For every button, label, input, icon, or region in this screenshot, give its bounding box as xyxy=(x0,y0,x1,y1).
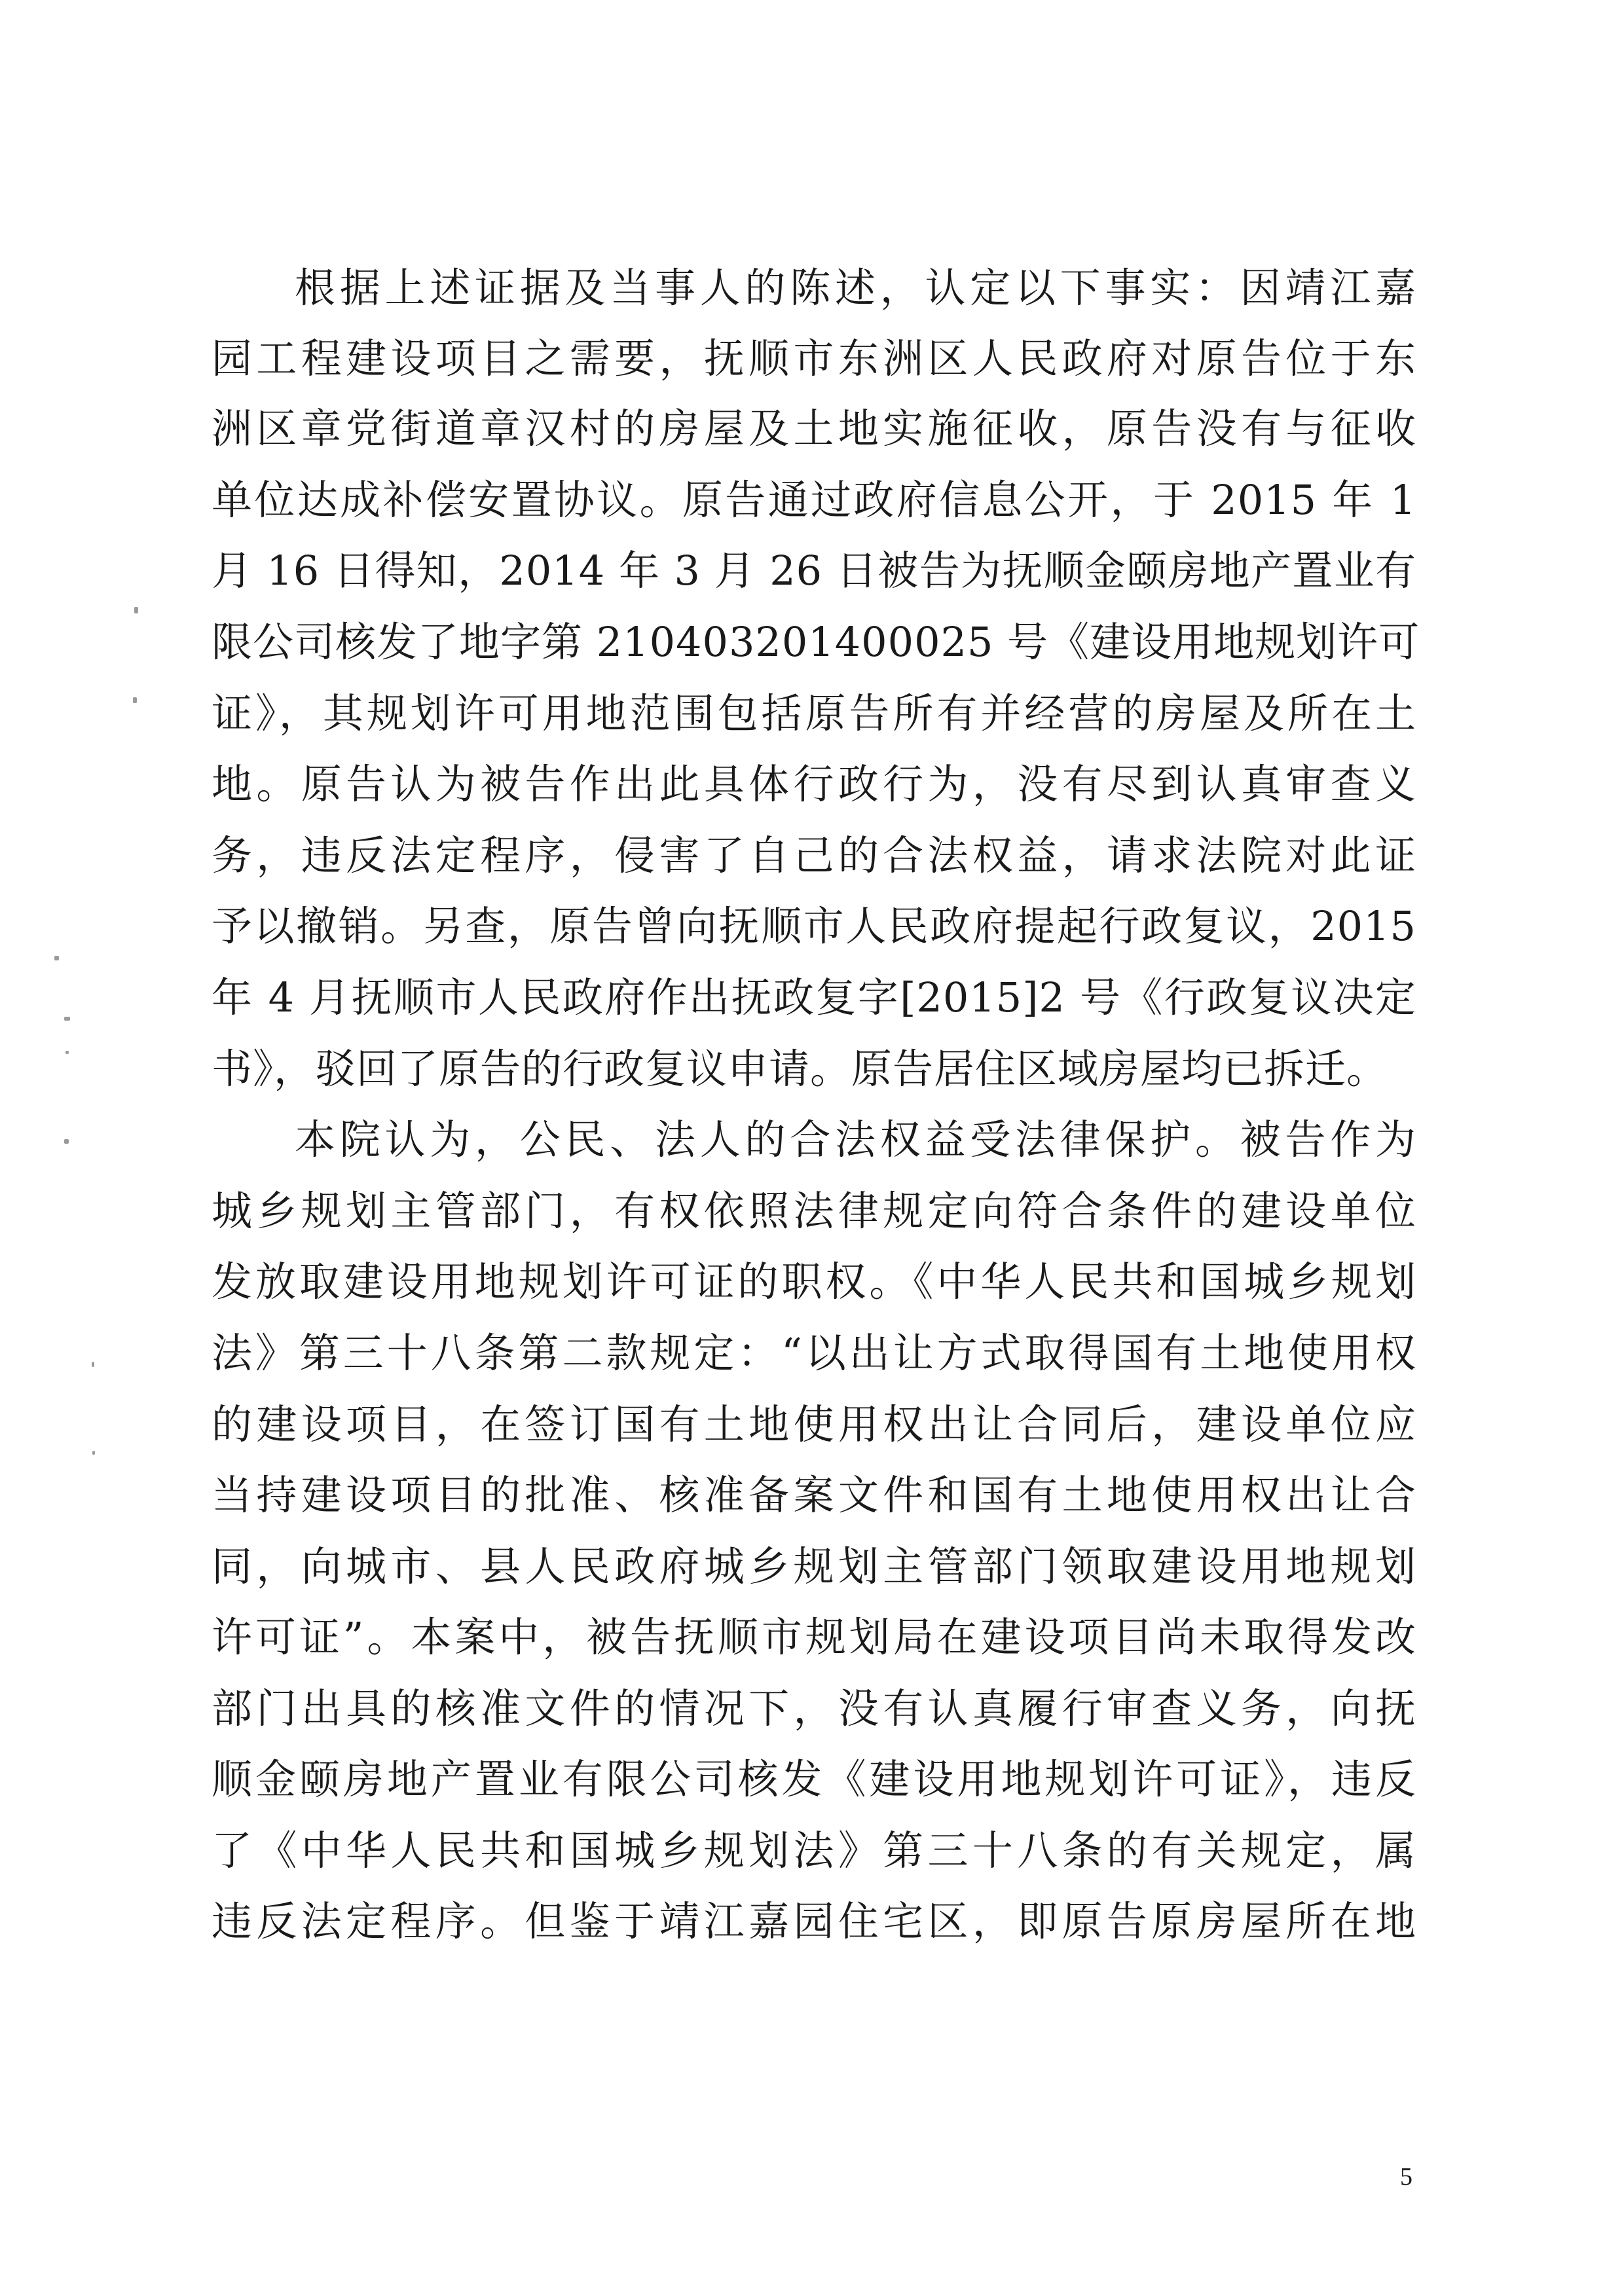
text-line: 园工程建设项目之需要，抚顺市东洲区人民政府对原告位于东 xyxy=(212,335,1416,382)
text-line: 的建设项目，在签订国有土地使用权出让合同后，建设单位应 xyxy=(212,1400,1416,1448)
text-line: 地。原告认为被告作出此具体行政行为，没有尽到认真审查义 xyxy=(212,760,1416,808)
scan-speck xyxy=(92,1451,95,1455)
text-line: 违反法定程序。但鉴于靖江嘉园住宅区，即原告原房屋所在地 xyxy=(212,1897,1416,1945)
scan-speck xyxy=(64,1017,70,1021)
text-line: 务，违反法定程序，侵害了自己的合法权益，请求法院对此证 xyxy=(212,831,1416,879)
text-line: 洲区章党街道章汉村的房屋及土地实施征收，原告没有与征收 xyxy=(212,405,1416,452)
text-line: 本院认为，公民、法人的合法权益受法律保护。被告作为 xyxy=(295,1116,1416,1163)
text-line: 当持建设项目的批准、核准备案文件和国有土地使用权出让合 xyxy=(212,1471,1416,1519)
text-line: 了《中华人民共和国城乡规划法》第三十八条的有关规定，属 xyxy=(212,1827,1416,1874)
text-line: 许可证”。本案中，被告抚顺市规划局在建设项目尚未取得发改 xyxy=(212,1613,1416,1661)
text-line: 限公司核发了地字第 210403201400025 号《建设用地规划许可 xyxy=(212,618,1420,666)
text-line: 根据上述证据及当事人的陈述，认定以下事实：因靖江嘉 xyxy=(295,264,1416,312)
scan-speck xyxy=(133,697,137,703)
text-line: 单位达成补偿安置协议。原告通过政府信息公开，于 2015 年 1 xyxy=(212,476,1416,524)
text-line: 年 4 月抚顺市人民政府作出抚政复字[2015]2 号《行政复议决定 xyxy=(212,974,1416,1021)
scan-speck xyxy=(65,1051,69,1054)
text-line: 发放取建设用地规划许可证的职权。《中华人民共和国城乡规划 xyxy=(212,1258,1416,1305)
scan-speck xyxy=(134,607,138,613)
text-line: 月 16 日得知，2014 年 3 月 26 日被告为抚顺金颐房地产置业有 xyxy=(212,547,1416,594)
scan-speck xyxy=(92,1362,94,1367)
text-line: 予以撤销。另查，原告曾向抚顺市人民政府提起行政复议，2015 xyxy=(212,902,1416,950)
text-line: 部门出具的核准文件的情况下，没有认真履行审查义务，向抚 xyxy=(212,1685,1416,1732)
text-line: 法》第三十八条第二款规定：“以出让方式取得国有土地使用权 xyxy=(212,1329,1416,1377)
text-line: 顺金颐房地产置业有限公司核发《建设用地规划许可证》，违反 xyxy=(212,1755,1416,1803)
text-line: 证》，其规划许可用地范围包括原告所有并经营的房屋及所在土 xyxy=(212,689,1416,737)
text-line: 书》，驳回了原告的行政复议申请。原告居住区域房屋均已拆迁。 xyxy=(212,1045,1388,1093)
scan-speck xyxy=(64,1139,69,1144)
page-number: 5 xyxy=(1400,2163,1412,2191)
text-line: 城乡规划主管部门，有权依照法律规定向符合条件的建设单位 xyxy=(212,1187,1416,1235)
scan-speck xyxy=(54,956,59,960)
text-line: 同，向城市、县人民政府城乡规划主管部门领取建设用地规划 xyxy=(212,1542,1416,1590)
